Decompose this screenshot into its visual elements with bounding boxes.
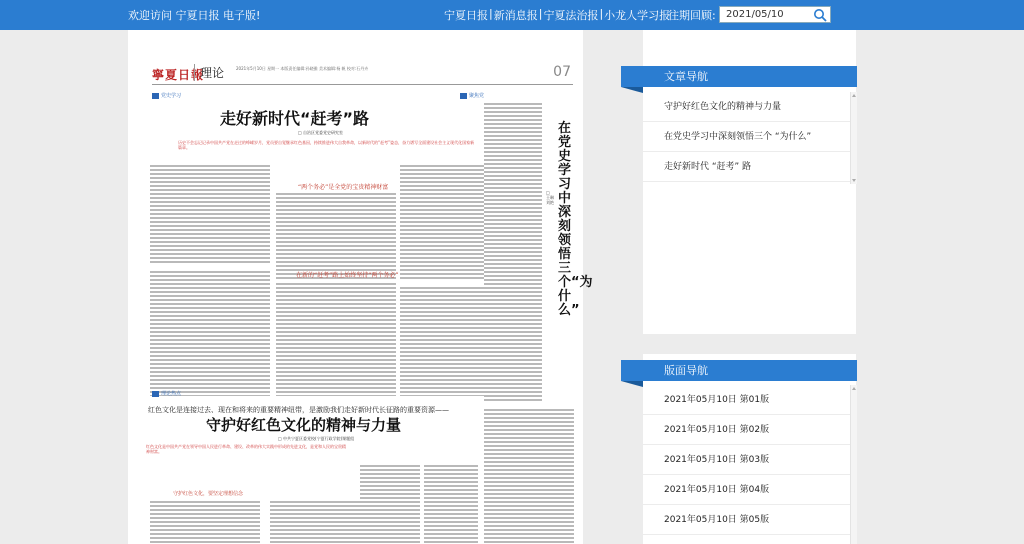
scroll-up-icon[interactable] <box>852 94 856 97</box>
body-column <box>484 408 574 544</box>
tag-label: 理论热点 <box>161 391 182 397</box>
link-separator: | <box>599 7 604 20</box>
tag-label: 党史学习 <box>161 93 182 99</box>
article-nav-list <box>643 92 856 182</box>
page-nav-item[interactable]: 2021年05月10日 第05版 <box>643 505 856 535</box>
section-name: 理论 <box>194 64 224 81</box>
scroll-up-icon[interactable] <box>852 387 856 390</box>
column-tag <box>460 92 484 99</box>
body-column <box>276 282 396 396</box>
article-headline[interactable]: 守护好红色文化的精神与力量 <box>206 416 402 434</box>
tag-icon <box>152 391 159 397</box>
column-tag <box>152 390 181 397</box>
page-nav-item[interactable]: 2021年05月10日 第01版 <box>643 385 856 415</box>
page-nav-item[interactable]: 2021年05月10日 第03版 <box>643 445 856 475</box>
search-icon[interactable] <box>813 8 827 22</box>
tag-icon <box>152 93 159 99</box>
article-nav-item[interactable]: 在党史学习中深刻领悟三个 “为什么” <box>643 122 856 152</box>
body-column <box>484 102 542 402</box>
page-nav-scrollbar[interactable] <box>850 385 857 544</box>
article-nav-item[interactable]: 守护好红色文化的精神与力量 <box>643 92 856 122</box>
page-nav-title: 版面导航 <box>664 364 708 377</box>
tag-label: 聚焦党 <box>469 93 485 99</box>
article-byline: □ 自治区党委党史研究室 <box>298 130 344 135</box>
article-nav-scrollbar[interactable] <box>850 92 857 184</box>
sidebar <box>643 30 856 544</box>
date-input[interactable] <box>720 7 816 22</box>
body-column <box>150 500 260 544</box>
vertical-headline[interactable]: 在党史学习中深刻领悟三个“为什么” <box>558 121 593 318</box>
link-separator: | <box>489 7 493 20</box>
page-nav-header <box>621 360 857 381</box>
article-lead: 历史不会忘记记录中国共产党在走过的峥嵘岁月，党员要自觉继承红色基因，持续推进伟大自我革命，以新时代的“赶考”姿态，奋力谱写全面建设社会主义现代化国家新篇章。 <box>178 140 475 150</box>
top-bar <box>0 0 1024 30</box>
subheading: 在新的“赶考”路上始终坚持“两个务必” <box>296 272 399 279</box>
scroll-down-icon[interactable] <box>852 179 856 182</box>
body-column <box>150 164 270 264</box>
link-separator: | <box>538 7 543 20</box>
page-number: 07 <box>553 64 571 80</box>
paper-links <box>444 7 670 23</box>
link-fazhi[interactable]: 宁夏法治报 <box>543 9 599 22</box>
page-nav-list <box>643 385 856 535</box>
link-xiaolongren[interactable]: 小龙人学习报 <box>604 9 671 22</box>
column-tag <box>152 92 181 99</box>
masthead <box>152 66 573 85</box>
article-nav-header <box>621 66 857 87</box>
newspaper-page[interactable] <box>128 30 593 544</box>
subheading: 守护红色文化，要坚定理想信念 <box>173 491 244 497</box>
article-nav-title: 文章导航 <box>664 70 708 83</box>
issue-meta: 2021年5月10日 星期一 本版责任编辑:孙晓雅 美术编辑:杨 帆 校对:石丹卉 <box>236 66 369 71</box>
page-nav-item[interactable]: 2021年05月10日 第04版 <box>643 475 856 505</box>
link-xinxiaoxi[interactable]: 新消息报 <box>493 9 538 22</box>
body-column <box>360 464 420 544</box>
article-headline[interactable]: 走好新时代“赶考”路 <box>220 109 370 128</box>
header-fold <box>621 381 643 387</box>
vertical-byline: □ 王琳 刘艳 <box>546 190 554 205</box>
past-issues-label: 往期回顾: <box>668 9 716 22</box>
header-fold <box>621 87 643 93</box>
date-search-box <box>719 6 831 23</box>
newspaper-logo: 寧夏日報 <box>152 68 205 82</box>
article-byline: □ 中共宁夏区委党校(宁夏行政学院)课题组 <box>278 436 355 441</box>
section-divider <box>643 334 856 354</box>
link-ningxia-daily[interactable]: 宁夏日报 <box>444 9 488 22</box>
body-column <box>424 464 478 544</box>
article-lead: 红色文化是中国共产党在领导中国人民进行革命、建设、改革的伟大实践中形成的先进文化，是党和人民的宝贵精神财富。 <box>146 444 346 454</box>
subheading: “两个务必”是全党的宝贵精神财富 <box>298 184 389 191</box>
body-column <box>276 192 399 280</box>
page-nav-item[interactable]: 2021年05月10日 第02版 <box>643 415 856 445</box>
article-nav-item[interactable]: 走好新时代 “赶考” 路 <box>643 152 856 182</box>
article-caption: 红色文化是连接过去、现在和将来的重要精神纽带，是激励我们走好新时代长征路的重要资源—— <box>148 406 449 414</box>
tag-icon <box>460 93 467 99</box>
welcome-text: 欢迎访问 宁夏日报 电子版! <box>128 9 261 22</box>
body-column <box>150 270 270 396</box>
